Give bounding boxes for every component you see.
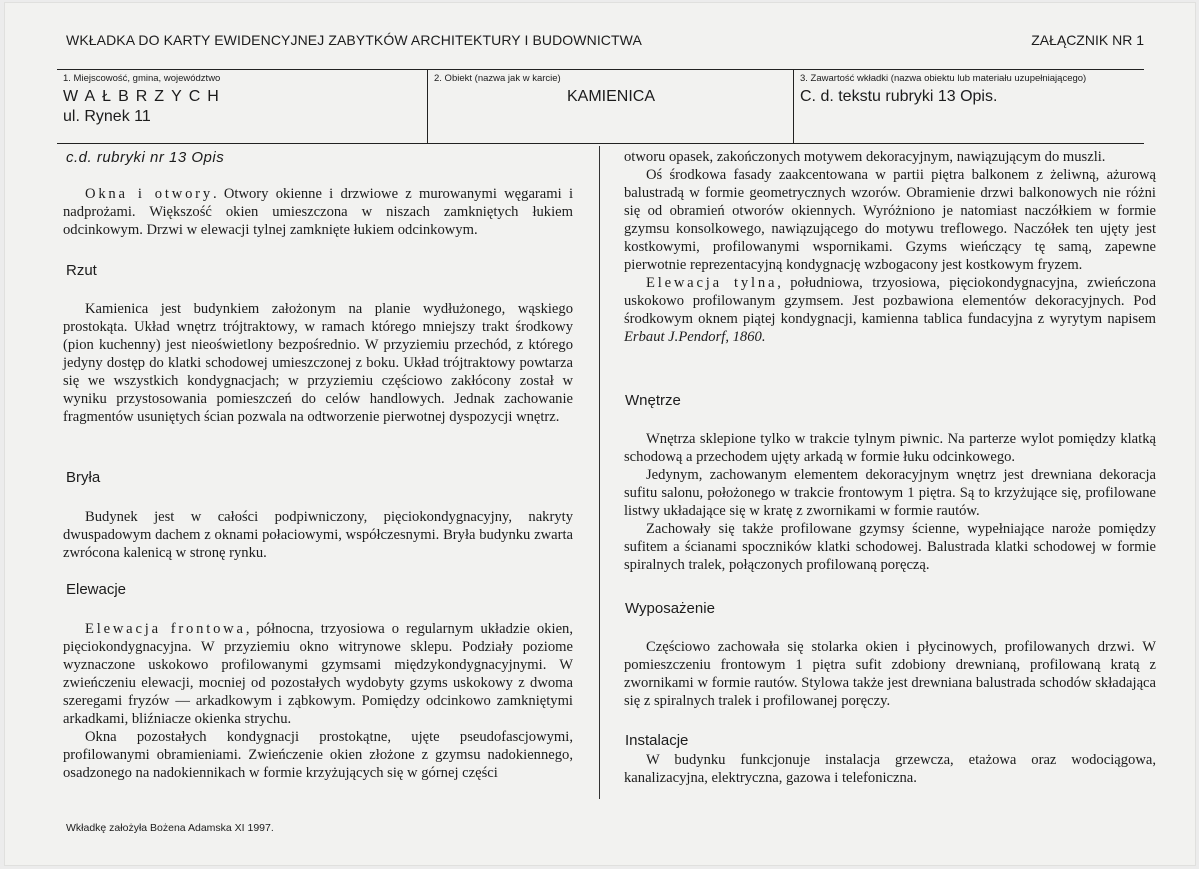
annex-number: ZAŁĄCZNIK NR 1 bbox=[1031, 32, 1144, 48]
okna-text: . Otwory okienne i drzwiowe z murowanymi węgarami i nadprożami. Większość okien umieszczona w niszach zamkniętych łukiem odcinkowym. Drzwi w elewacji tylnej zamknięte łukiem odcinkowym. bbox=[63, 186, 573, 238]
heading-elewacje: Elewacje bbox=[66, 581, 127, 598]
field-contents bbox=[793, 70, 1145, 143]
heading-instalacje: Instalacje bbox=[625, 732, 689, 749]
okna-pozostale-text: Okna pozostałych kondygnacji prostokątne, ujęte pseudofascjowymi, profilowanymi obramieniami. Zwieńczenie okien złożone z gzymsu nadokiennego, osadzonego na nadokiennikach w formie krzyżujących się w górnej części bbox=[63, 729, 573, 781]
instalacje-text: W budynku funkcjonuje instalacja grzewcza, etażowa oraz wodociągowa, kanalizacyjna, elektryczna, gazowa i telefoniczna. bbox=[624, 752, 1156, 786]
paragraph-instalacje bbox=[624, 751, 1156, 787]
heading-rzut: Rzut bbox=[66, 262, 97, 279]
elewacja-tylna-lead: Elewacja tylna bbox=[646, 275, 778, 291]
field-location bbox=[57, 70, 427, 143]
elewacja-frontowa-text: , północna, trzyosiowa o regularnym układzie okien, pięciokondygnacyjna. W przyziemiu okno witrynowe sklepu. Podziały poziome wyznaczone uskokowo profilowanymi gzymsami międzykondygnacyjnymi. W zwieńczeniu elewacji, mocniej od pozostałych wydobyty gzyms uskokowy z dwoma szeregami fryzów — arkadkowym i ząbkowym. Pomiędzy odcinkowo zamkniętymi arkadkami, bliźniacze okienka strychu. bbox=[63, 621, 573, 727]
elewacja-frontowa-lead: Elewacja frontowa bbox=[85, 621, 246, 637]
os-srodkowa-text: Oś środkowa fasady zaakcentowana w partii piętra balkonem z żeliwną, ażurową balustradą w formie geometrycznych wzorów. Obramienie drzwi balkonowych nie różni się od obramień otworów okiennych. Wyróżniono je natomiast naczółkiem w formie gzymsu konsolkowego, nawiązującego do motywu treflowego. Naczółek ten ujęty jest kostkowymi, profilowanymi wspornikami. Gzyms wieńczący tę samą, zapewne pierwotnie reprezentacyjną kondygnację wzbogacony jest kostkowym fryzem. bbox=[624, 167, 1156, 273]
continuation-subtitle: c.d. rubryki nr 13 Opis bbox=[66, 149, 225, 166]
field-location-city: WAŁBRZYCH bbox=[63, 88, 226, 105]
field-object-label: 2. Obiekt (nazwa jak w karcie) bbox=[434, 73, 561, 84]
form-fields-table bbox=[57, 69, 1144, 144]
wnetrze-text-3: Zachowały się także profilowane gzymsy ścienne, wypełniające naroże pomiędzy sufitem a ścianami spoczników klatki schodowej. Balustrada klatki schodowej w formie spiralnych tralek, połączonych profilowaną poręczą. bbox=[624, 521, 1156, 573]
elewacja-tylna-text: , południowa, trzyosiowa, pięciokondygnacyjna, zwieńczona uskokowo profilowanym gzymsem. Jest pozbawiona elementów dekoracyjnych. Pod środkowym oknem piątej kondygnacji, kamienna tablica fundacyjna z wyrytym napisem bbox=[624, 275, 1156, 327]
field-contents-value: C. d. tekstu rubryki 13 Opis. bbox=[800, 88, 998, 105]
heading-wnetrze: Wnętrze bbox=[625, 392, 681, 409]
paragraph-wnetrze bbox=[624, 430, 1156, 574]
paragraph-rzut bbox=[63, 300, 573, 426]
field-location-label: 1. Miejscowość, gmina, województwo bbox=[63, 73, 221, 84]
heading-bryla: Bryła bbox=[66, 469, 101, 486]
rzut-text: Kamienica jest budynkiem założonym na planie wydłużonego, wąskiego prostokąta. Układ wnętrz trójtraktowy, w ramach którego mniejszy trakt środkowy (pion kuchenny) jest nieoświetlony bezpośrednio. W przyziemiu przechód, z którego jedyny dostęp do klatki schodowej umieszczonej z boku. Układ trójtraktowy powtarza się we wszystkich kondygnacjach; w przyziemiu częściowo zakłócony został w wyniku przystosowania pomieszczeń do celów handlowych. Jednak zachowanie fragmentów usuniętych ścian pozwala na odtworzenie pierwotnej dyspozycji wnętrz. bbox=[63, 301, 573, 425]
paragraph-wyposazenie bbox=[624, 638, 1156, 710]
wnetrze-text-2: Jedynym, zachowanym elementem dekoracyjnym wnętrz jest drewniana dekoracja sufitu salonu, położonego w trakcie frontowym 1 piętra. Są to krzyżujące się, profilowane listwy układające się w kratę z zwornikami w formie rautów. bbox=[624, 467, 1156, 519]
document-title: WKŁADKA DO KARTY EWIDENCYJNEJ ZABYTKÓW ARCHITEKTURY I BUDOWNICTWA bbox=[66, 32, 642, 48]
paragraph-elewacja-frontowa bbox=[63, 620, 573, 782]
wnetrze-text-1: Wnętrza sklepione tylko w trakcie tylnym piwnic. Na parterze wylot pomiędzy klatką schodową a przechodem ujęty arkadą w formie łuku odcinkowego. bbox=[624, 431, 1156, 465]
field-object-value: KAMIENICA bbox=[566, 88, 655, 105]
bryla-text: Budynek jest w całości podpiwniczony, pięciokondygnacyjny, nakryty dwuspadowym dachem z oknami połaciowymi, współczesnymi. Bryła budynku zwarta zwrócona kalenicą w stronę rynku. bbox=[63, 509, 573, 561]
field-location-street: ul. Rynek 11 bbox=[63, 108, 151, 125]
inscription-text: Erbaut J.Pendorf, 1860. bbox=[624, 329, 766, 345]
heading-wyposazenie: Wyposażenie bbox=[625, 600, 715, 617]
paragraph-bryla bbox=[63, 508, 573, 562]
column-divider bbox=[599, 146, 600, 799]
paragraph-okna bbox=[63, 185, 573, 239]
okna-lead: Okna i otwory bbox=[85, 186, 213, 202]
continuation-text: otworu opasek, zakończonych motywem dekoracyjnym, nawiązującym do muszli. bbox=[624, 149, 1106, 165]
footer-note: Wkładkę założyła Bożena Adamska XI 1997. bbox=[66, 822, 274, 834]
wyposazenie-text: Częściowo zachowała się stolarka okien i płycinowych, profilowanych drzwi. W pomieszczeniu frontowym 1 piętra sufit zdobiony drewnianą, profilowaną kratą z zwornikami w formie rautów. Stylowa także jest drewniana balustrada schodów składająca się z spiralnych tralek i profilowanej poręczy. bbox=[624, 639, 1156, 709]
field-object bbox=[427, 70, 794, 143]
field-contents-label: 3. Zawartość wkładki (nazwa obiektu lub materiału uzupełniającego) bbox=[800, 73, 1087, 84]
right-column-text bbox=[624, 148, 1156, 346]
